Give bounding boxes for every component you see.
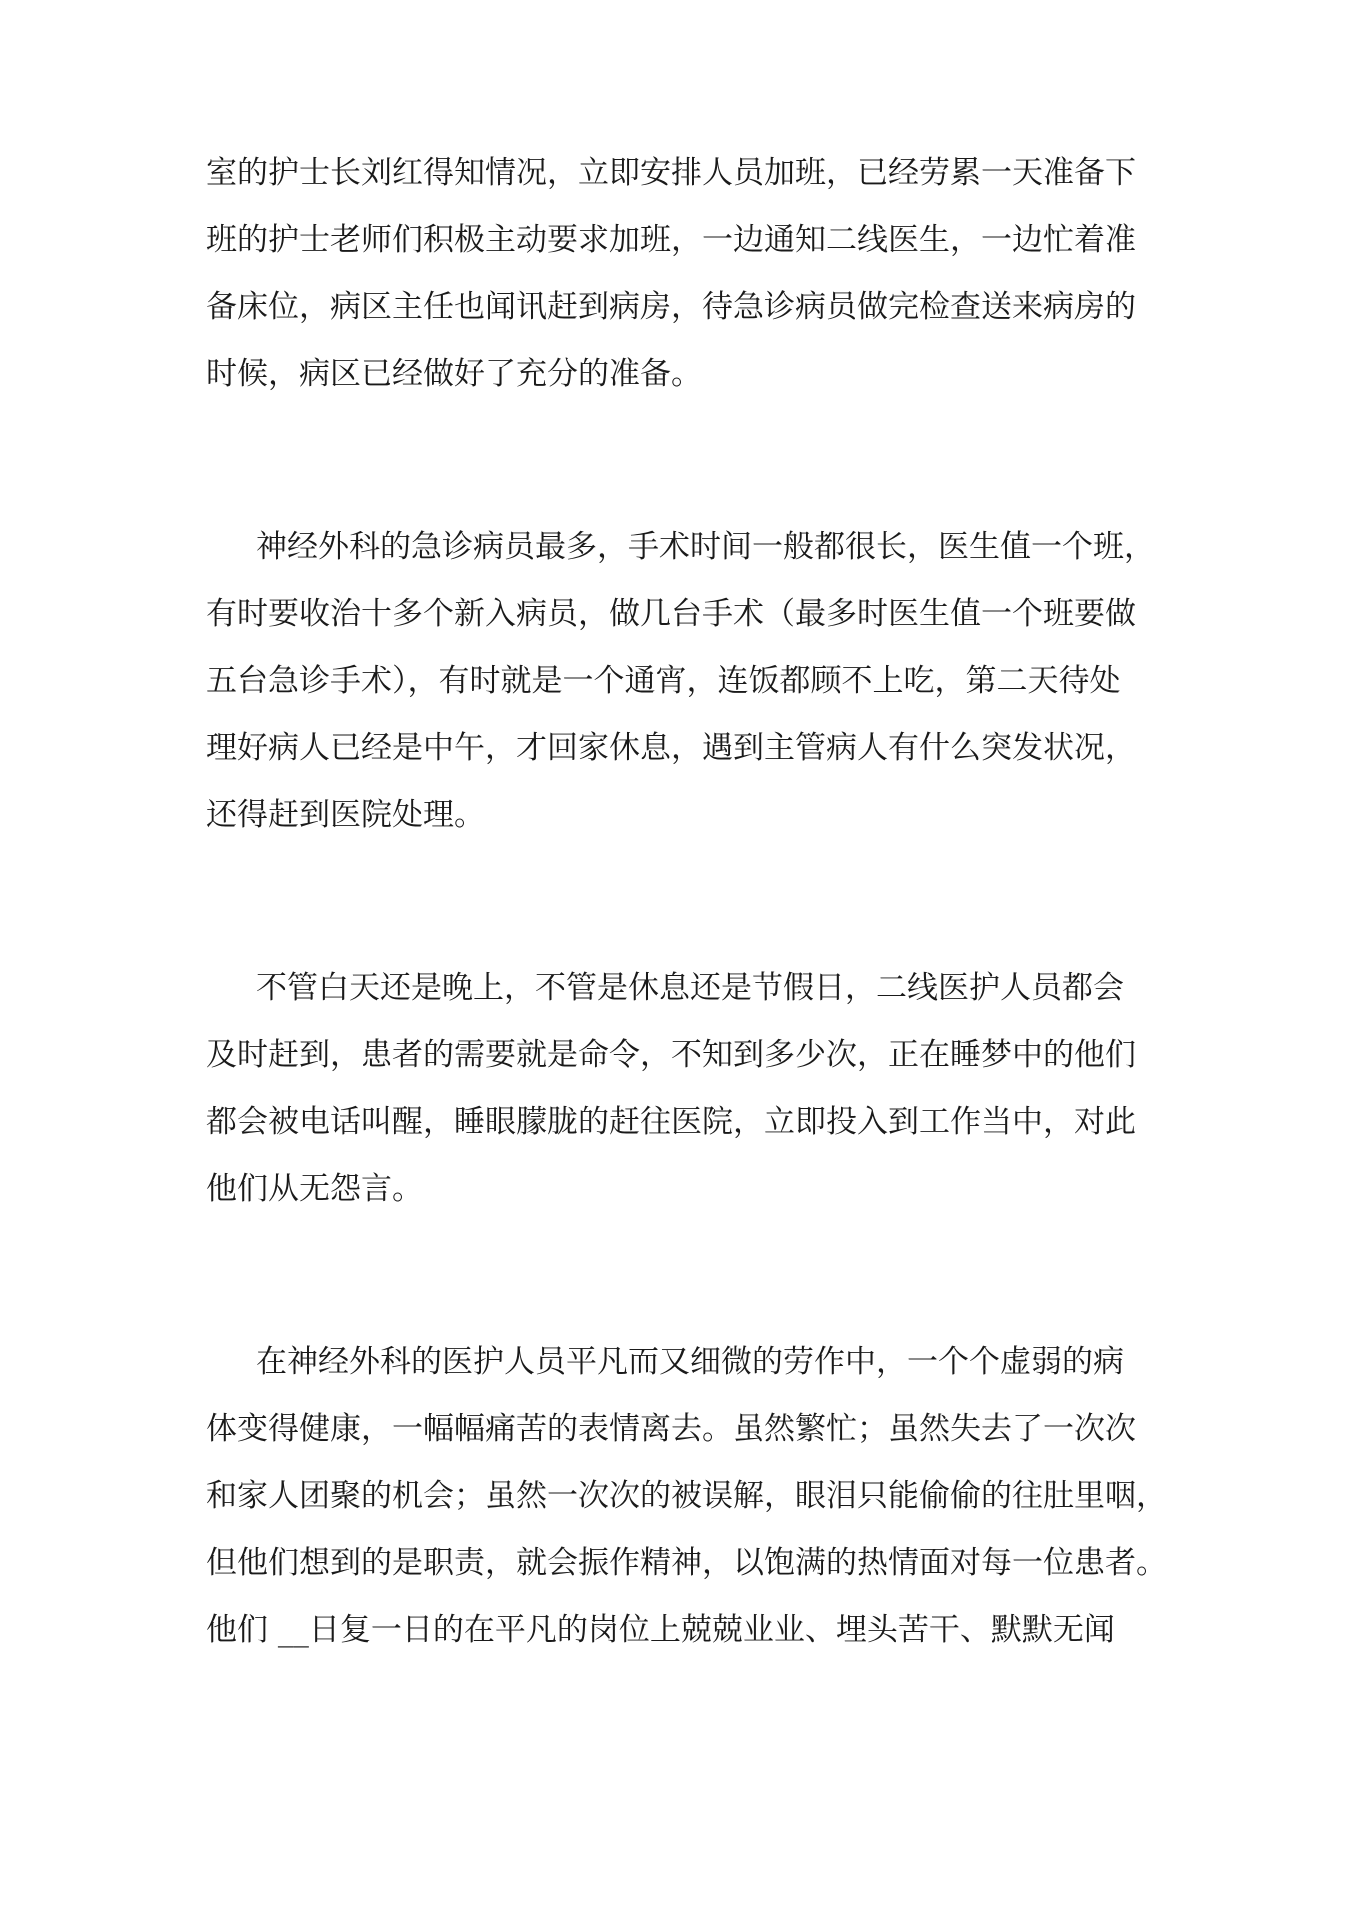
text-line: 他们 __日复一日的在平凡的岗位上兢兢业业、埋头苦干、默默无闻 — [206, 1612, 1115, 1648]
text-line: 体变得健康，一幅幅痛苦的表情离去。虽然繁忙；虽然失去了一次次 — [206, 1411, 1136, 1447]
text-line: 和家人团聚的机会；虽然一次次的被误解，眼泪只能偷偷的往肚里咽， — [206, 1478, 1167, 1514]
text-line: 在神经外科的医护人员平凡而又细微的劳作中，一个个虚弱的病 — [256, 1344, 1124, 1380]
text-line: 及时赶到，患者的需要就是命令，不知到多少次，正在睡梦中的他们 — [206, 1037, 1136, 1073]
text-line: 理好病人已经是中午，才回家休息，遇到主管病人有什么突发状况， — [206, 730, 1136, 766]
text-line: 神经外科的急诊病员最多，手术时间一般都很长，医生值一个班， — [256, 529, 1155, 565]
text-line: 都会被电话叫醒，睡眼朦胧的赶往医院，立即投入到工作当中，对此 — [206, 1104, 1136, 1140]
text-line: 不管白天还是晚上，不管是休息还是节假日，二线医护人员都会 — [256, 970, 1124, 1006]
document-body — [206, 140, 1176, 1664]
paragraph-4 — [206, 1329, 1176, 1664]
text-line: 还得赶到医院处理。 — [206, 797, 485, 833]
text-line: 他们从无怨言。 — [206, 1171, 423, 1207]
text-line: 室的护士长刘红得知情况，立即安排人员加班，已经劳累一天准备下 — [206, 155, 1136, 191]
text-line: 但他们想到的是职责，就会振作精神，以饱满的热情面对每一位患者。 — [206, 1545, 1167, 1581]
paragraph-1 — [206, 140, 1176, 408]
paragraph-2 — [206, 514, 1176, 849]
text-line: 备床位，病区主任也闻讯赶到病房，待急诊病员做完检查送来病房的 — [206, 289, 1136, 325]
paragraph-gap — [206, 849, 1176, 955]
text-line: 有时要收治十多个新入病员，做几台手术（最多时医生值一个班要做 — [206, 596, 1136, 632]
text-line: 时候，病区已经做好了充分的准备。 — [206, 356, 702, 392]
text-line: 五台急诊手术），有时就是一个通宵，连饭都顾不上吃，第二天待处 — [206, 663, 1121, 699]
paragraph-gap — [206, 1223, 1176, 1329]
paragraph-3 — [206, 955, 1176, 1223]
text-line: 班的护士老师们积极主动要求加班，一边通知二线医生，一边忙着准 — [206, 222, 1136, 258]
paragraph-gap — [206, 408, 1176, 514]
